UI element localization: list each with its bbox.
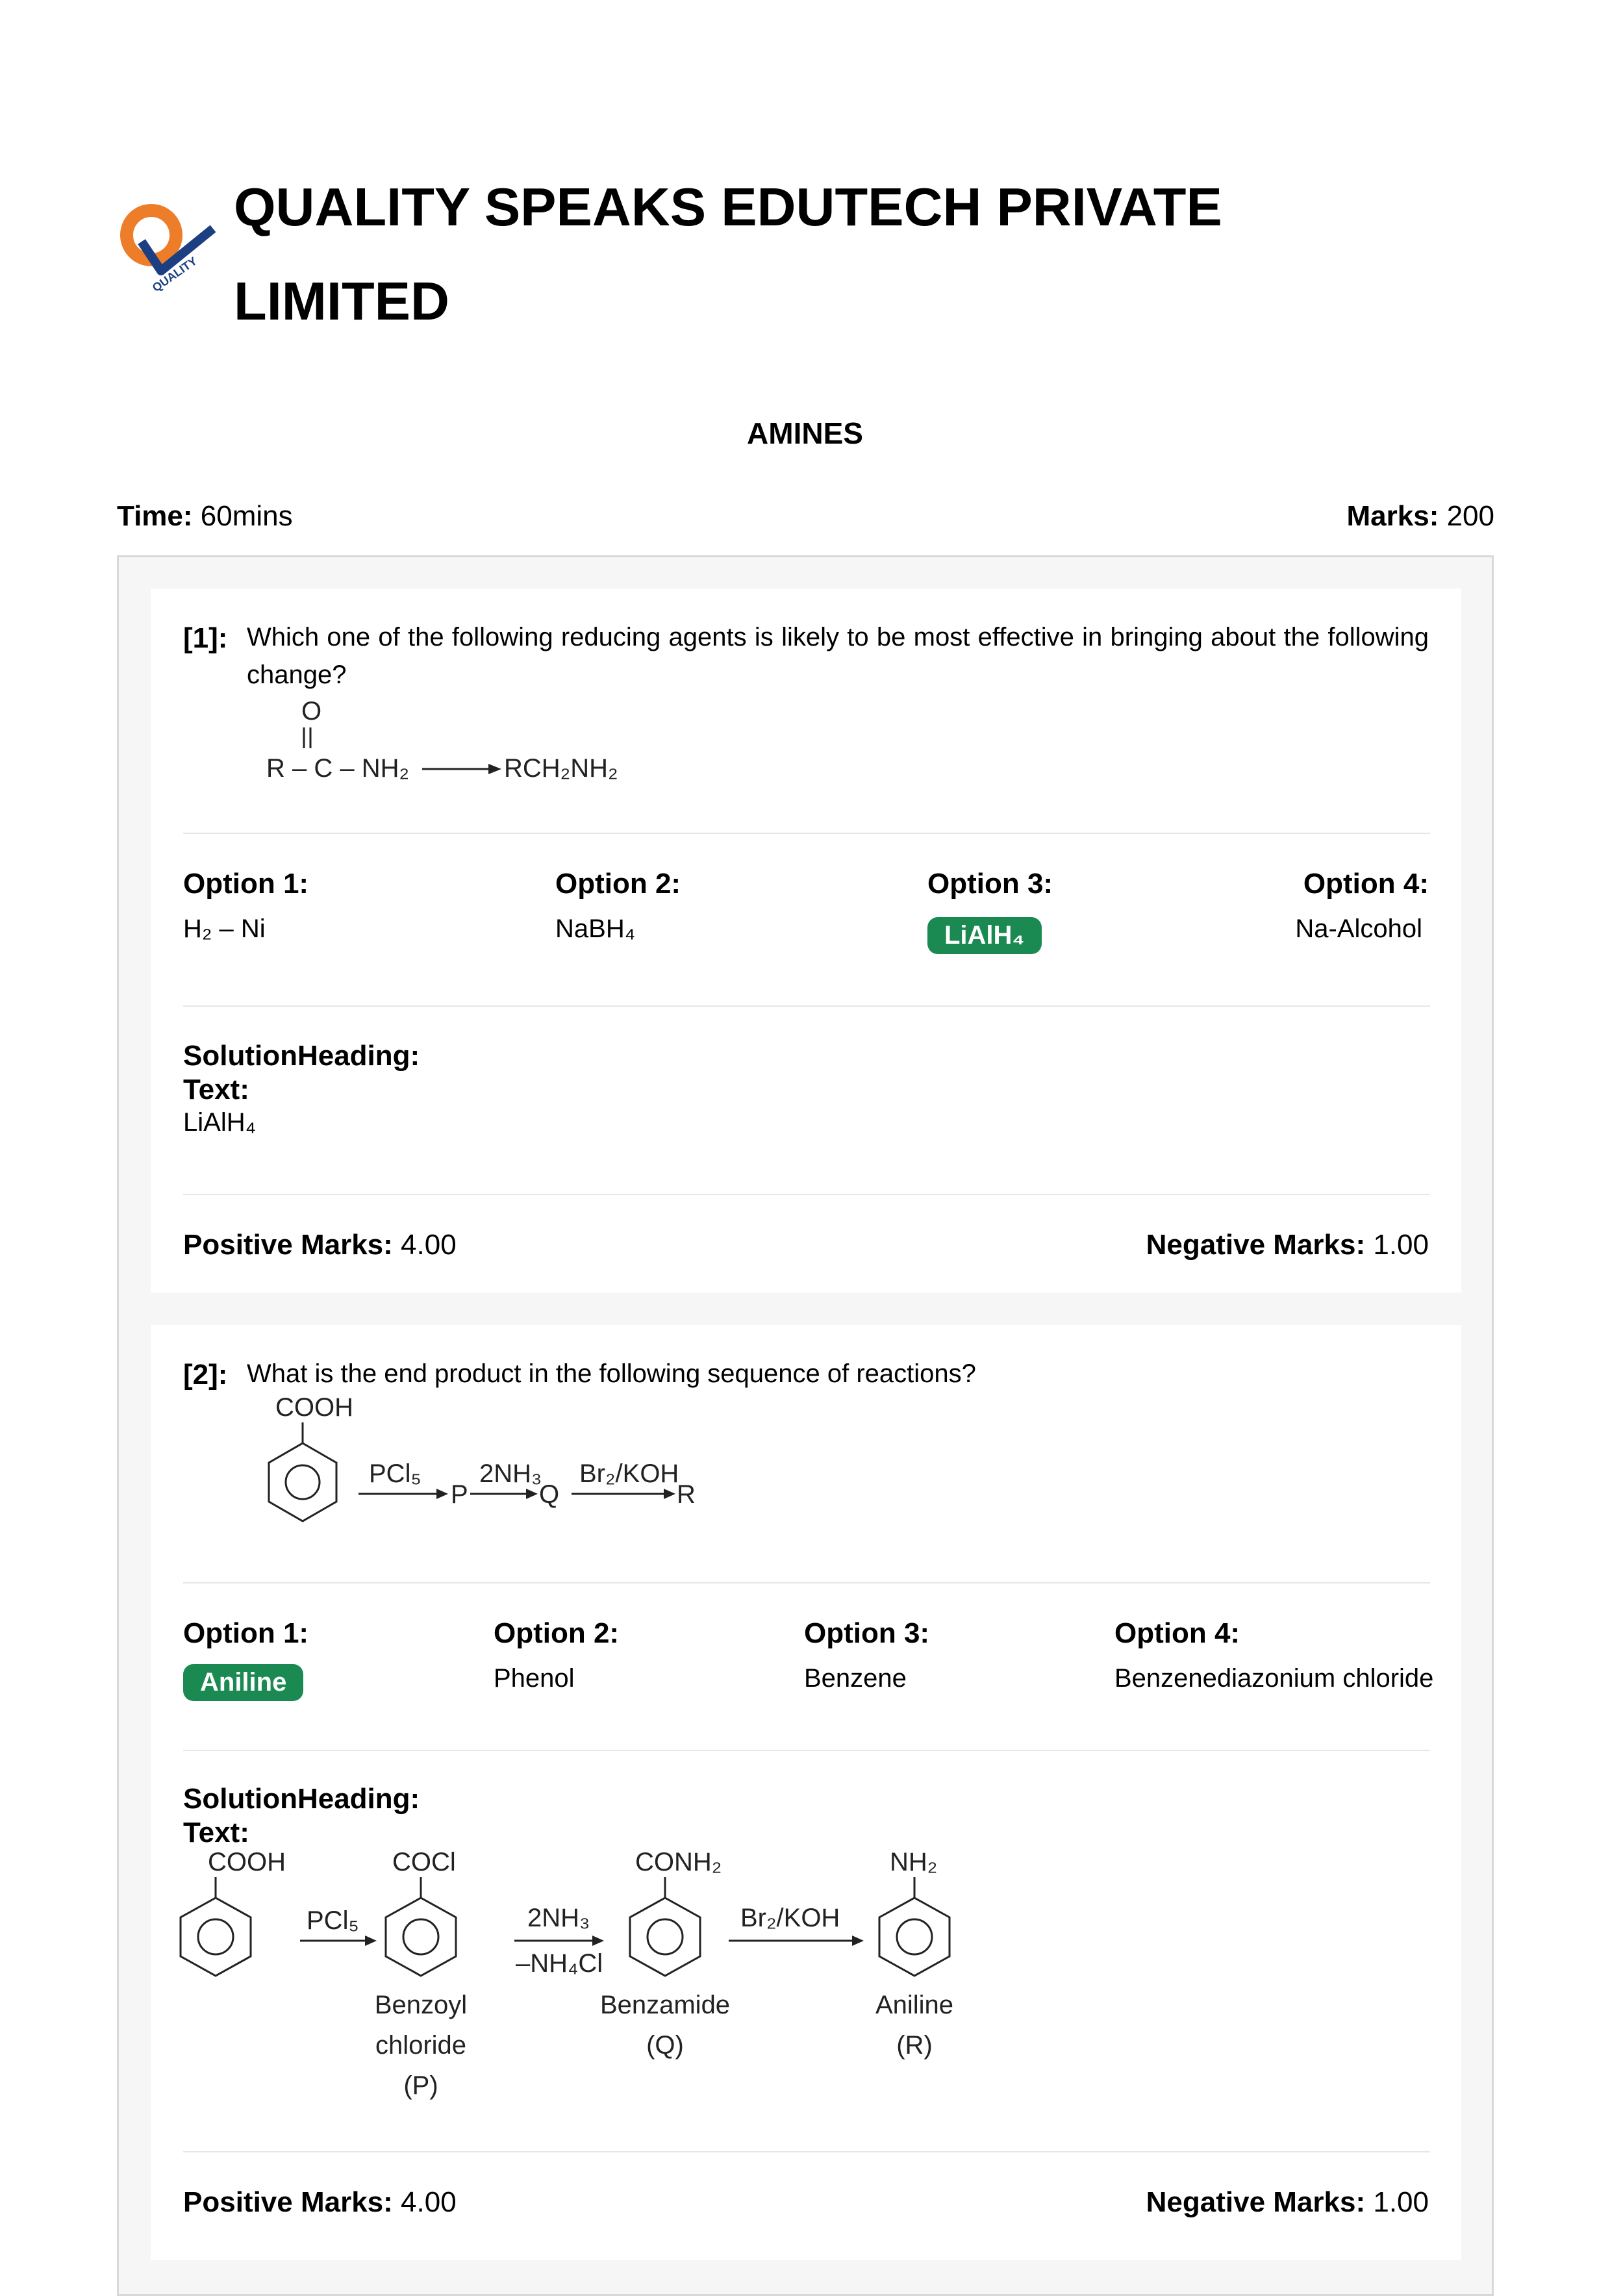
- carbonyl-oxygen: O: [301, 697, 322, 725]
- solution-text-label: Text:: [183, 1817, 249, 1848]
- name-aniline: Aniline: [875, 1991, 954, 2019]
- amide-reactant: R – C – NH₂: [266, 754, 410, 783]
- company-name: QUALITY SPEAKS EDUTECH PRIVATE LIMITED: [234, 177, 1222, 331]
- solution-heading-label: SolutionHeading:: [183, 1783, 420, 1815]
- option-2-label: Option 2:: [494, 1617, 620, 1649]
- product-p: P: [451, 1480, 468, 1509]
- question-text: What is the end product in the following sequence of reactions?: [247, 1359, 976, 1388]
- divider: [183, 1582, 1430, 1583]
- option-1-label: Option 1:: [183, 868, 309, 900]
- positive-marks-value: 4.00: [401, 1229, 457, 1261]
- correct-answer-badge[interactable]: LiAlH₄: [927, 917, 1042, 954]
- amine-product: RCH₂NH₂: [504, 754, 618, 783]
- company-logo: [116, 203, 220, 307]
- positive-marks-label: Positive Marks:: [183, 2186, 393, 2218]
- group-nh2: NH₂: [890, 1848, 938, 1876]
- option-4-value[interactable]: Na-Alcohol: [1295, 915, 1422, 943]
- time-value: 60mins: [200, 500, 293, 532]
- group-conh2: CONH₂: [635, 1848, 722, 1876]
- negative-marks-label: Negative Marks:: [1146, 1229, 1366, 1261]
- question-text: Which one of the following reducing agents is likely to be most effective in bringing about the following change?: [247, 623, 1429, 689]
- product-q: Q: [539, 1480, 560, 1509]
- question-number: [2]:: [183, 1359, 228, 1391]
- negative-marks-label: Negative Marks:: [1146, 2186, 1366, 2218]
- positive-marks-value: 4.00: [401, 2186, 457, 2218]
- reagent-2: 2NH₃: [479, 1459, 542, 1488]
- label-p: (P): [403, 2071, 438, 2100]
- option-4-label: Option 4:: [1114, 1617, 1240, 1649]
- question-2-reaction-diagram: [242, 1390, 891, 1559]
- label-r: (R): [896, 2031, 933, 2060]
- name-benzoyl: Benzoyl: [374, 1991, 468, 2019]
- marks-info: [1347, 500, 1495, 533]
- reagent-2nh3: 2NH₃: [527, 1904, 590, 1932]
- logo-text: QUALITY: [149, 254, 200, 295]
- option-2-label: Option 2:: [555, 868, 681, 900]
- option-4-value[interactable]: Benzenediazonium chloride: [1114, 1664, 1434, 1693]
- positive-marks: [183, 2186, 457, 2219]
- time-info: [117, 500, 293, 533]
- group-cocl: COCl: [392, 1848, 456, 1876]
- divider: [183, 1194, 1430, 1195]
- divider: [183, 2151, 1430, 2152]
- solution-text-label: Text:: [183, 1074, 249, 1105]
- correct-answer-badge[interactable]: Aniline: [183, 1664, 303, 1701]
- product-r: R: [677, 1480, 696, 1509]
- option-1-label: Option 1:: [183, 1617, 309, 1649]
- reagent-pcl5: PCl₅: [307, 1906, 359, 1935]
- start-group: COOH: [275, 1393, 353, 1422]
- reagent-nh4cl: –NH₄Cl: [516, 1949, 603, 1978]
- name-chloride: chloride: [375, 2031, 467, 2060]
- option-1-value[interactable]: H₂ – Ni: [183, 915, 266, 943]
- solution-heading-label: SolutionHeading:: [183, 1040, 420, 1072]
- solution-reaction-scheme: [177, 1845, 1346, 2143]
- negative-marks: [1146, 2186, 1429, 2219]
- negative-marks-value: 1.00: [1373, 2186, 1429, 2218]
- option-3-label: Option 3:: [927, 868, 1053, 900]
- question-1-reaction-diagram: [242, 692, 618, 796]
- time-label: Time:: [117, 500, 193, 532]
- name-benzamide: Benzamide: [599, 1991, 731, 2019]
- option-2-value[interactable]: NaBH₄: [555, 915, 636, 943]
- divider: [183, 1005, 1430, 1007]
- divider: [183, 833, 1430, 834]
- negative-marks-value: 1.00: [1373, 1229, 1429, 1261]
- group-cooh: COOH: [208, 1848, 286, 1876]
- marks-value: 200: [1446, 500, 1494, 532]
- reagent-1: PCl₅: [369, 1459, 421, 1488]
- option-2-value[interactable]: Phenol: [494, 1664, 575, 1693]
- option-3-value[interactable]: Benzene: [804, 1664, 907, 1693]
- reagent-br2-koh: Br₂/KOH: [740, 1904, 840, 1932]
- reagent-3: Br₂/KOH: [579, 1459, 679, 1488]
- marks-label: Marks:: [1346, 500, 1439, 532]
- negative-marks: [1146, 1229, 1429, 1261]
- option-4-label: Option 4:: [1303, 868, 1429, 900]
- divider: [183, 1750, 1430, 1751]
- option-3-label: Option 3:: [804, 1617, 930, 1649]
- subject-title: AMINES: [747, 416, 863, 450]
- positive-marks-label: Positive Marks:: [183, 1229, 393, 1261]
- positive-marks: [183, 1229, 457, 1261]
- question-card-1: [151, 588, 1461, 1293]
- label-q: (Q): [646, 2031, 684, 2060]
- solution-text: LiAlH₄: [183, 1108, 256, 1137]
- question-number: [1]:: [183, 622, 228, 654]
- question-card-2: [151, 1325, 1461, 2260]
